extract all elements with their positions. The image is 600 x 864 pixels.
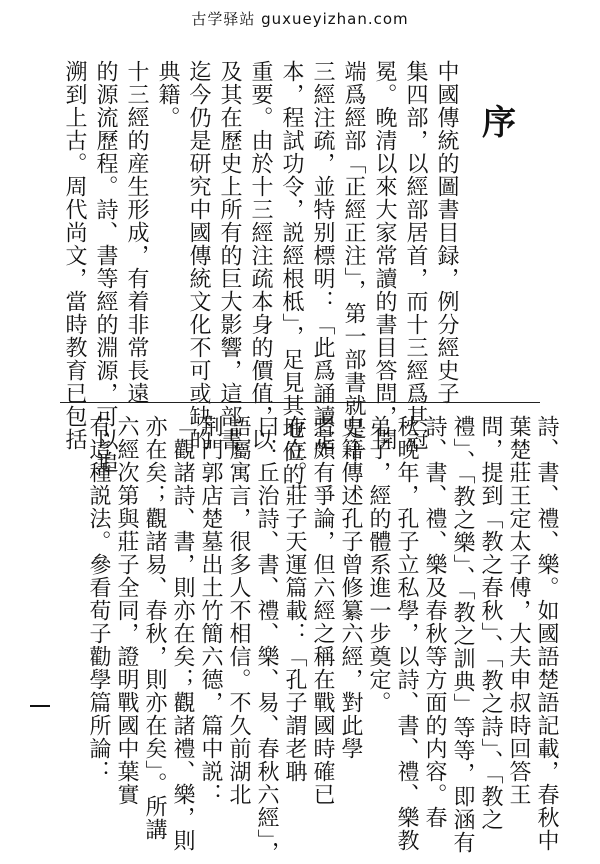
text-column: 亦在矣；觀諸易、春秋，則亦在矣」。所講 <box>142 415 167 841</box>
text-column: 荆門郭店楚墓出土竹簡六德，篇中説： <box>198 415 223 806</box>
text-column: 存在。莊子天運篇載：「孔子謂老聃 <box>282 415 307 783</box>
page-number <box>0 0 1 1</box>
text-column: 中國傳統的圖書目録，例分經史子 <box>434 60 459 405</box>
text-column: 弟子，經的體系進一步奠定。 <box>366 415 391 714</box>
text-column: 重要。由於十三經注疏本身的價值，以 <box>248 60 273 451</box>
section-divider <box>60 402 540 403</box>
page-number-mark <box>30 705 50 707</box>
text-column: 及其在歷史上所有的巨大影響，這部書 <box>217 60 242 451</box>
text-column: 六經次第與莊子全同，證明戰國中葉實 <box>114 415 139 806</box>
text-column: 曰：丘治詩、書、禮、樂、易、春秋六經」， <box>254 415 279 864</box>
section-title: 序 <box>482 103 516 143</box>
site-watermark: 古学驿站 guxueyizhan.com <box>191 10 409 28</box>
text-column: 「觀諸詩、書，則亦在矣；觀諸禮、樂，則 <box>170 415 195 852</box>
text-column: 冕。晚清以來大家常讀的書目答問，開 <box>372 60 397 451</box>
text-column: 詩、書、禮、樂及春秋等方面的内容。春 <box>422 415 447 829</box>
text-column: 葉楚莊王定太子傅，大夫申叔時回答王 <box>506 415 531 806</box>
text-column: 問，提到「教之春秋」、「教之詩」、「教之 <box>478 415 503 831</box>
text-column: 秋晚年，孔子立私學，以詩、書、禮、樂教 <box>394 415 419 852</box>
text-column: 典籍。 <box>155 60 180 129</box>
text-column: 本，程試功令，説經根柢」，足見其地位的 <box>279 60 304 486</box>
text-column: 端爲經部「正經正注」，第一部書就是十 <box>341 60 366 463</box>
text-column: 迄今仍是研究中國傳統文化不可或缺的 <box>186 60 211 451</box>
text-column: 集四部，以經部居首，而十三經爲其冠 <box>403 60 428 451</box>
text-column: 有這種説法。參看荀子勸學篇所論： <box>86 415 111 783</box>
text-column: 者頗有爭論，但六經之稱在戰國時確已 <box>310 415 335 806</box>
text-column: 詩、書、禮、樂。如國語楚語記載，春秋中 <box>534 415 559 852</box>
text-column: 十三經的産生形成，有着非常長遠 <box>124 60 149 405</box>
text-column: 的源流歷程。詩、書等經的淵源，可以追 <box>93 60 118 474</box>
text-column: 禮」、「教之樂」、「教之訓典」等等，即涵有 <box>450 415 475 854</box>
text-column: 史籍傳述孔子曾修纂六經，對此學 <box>338 415 363 760</box>
text-column: 語屬寓言，很多人不相信。不久前湖北 <box>226 415 251 806</box>
text-column: 三經注疏，並特别標明：「此爲誦讀定 <box>310 60 335 451</box>
text-column: 溯到上古。周代尚文，當時教育已包括 <box>62 60 87 451</box>
